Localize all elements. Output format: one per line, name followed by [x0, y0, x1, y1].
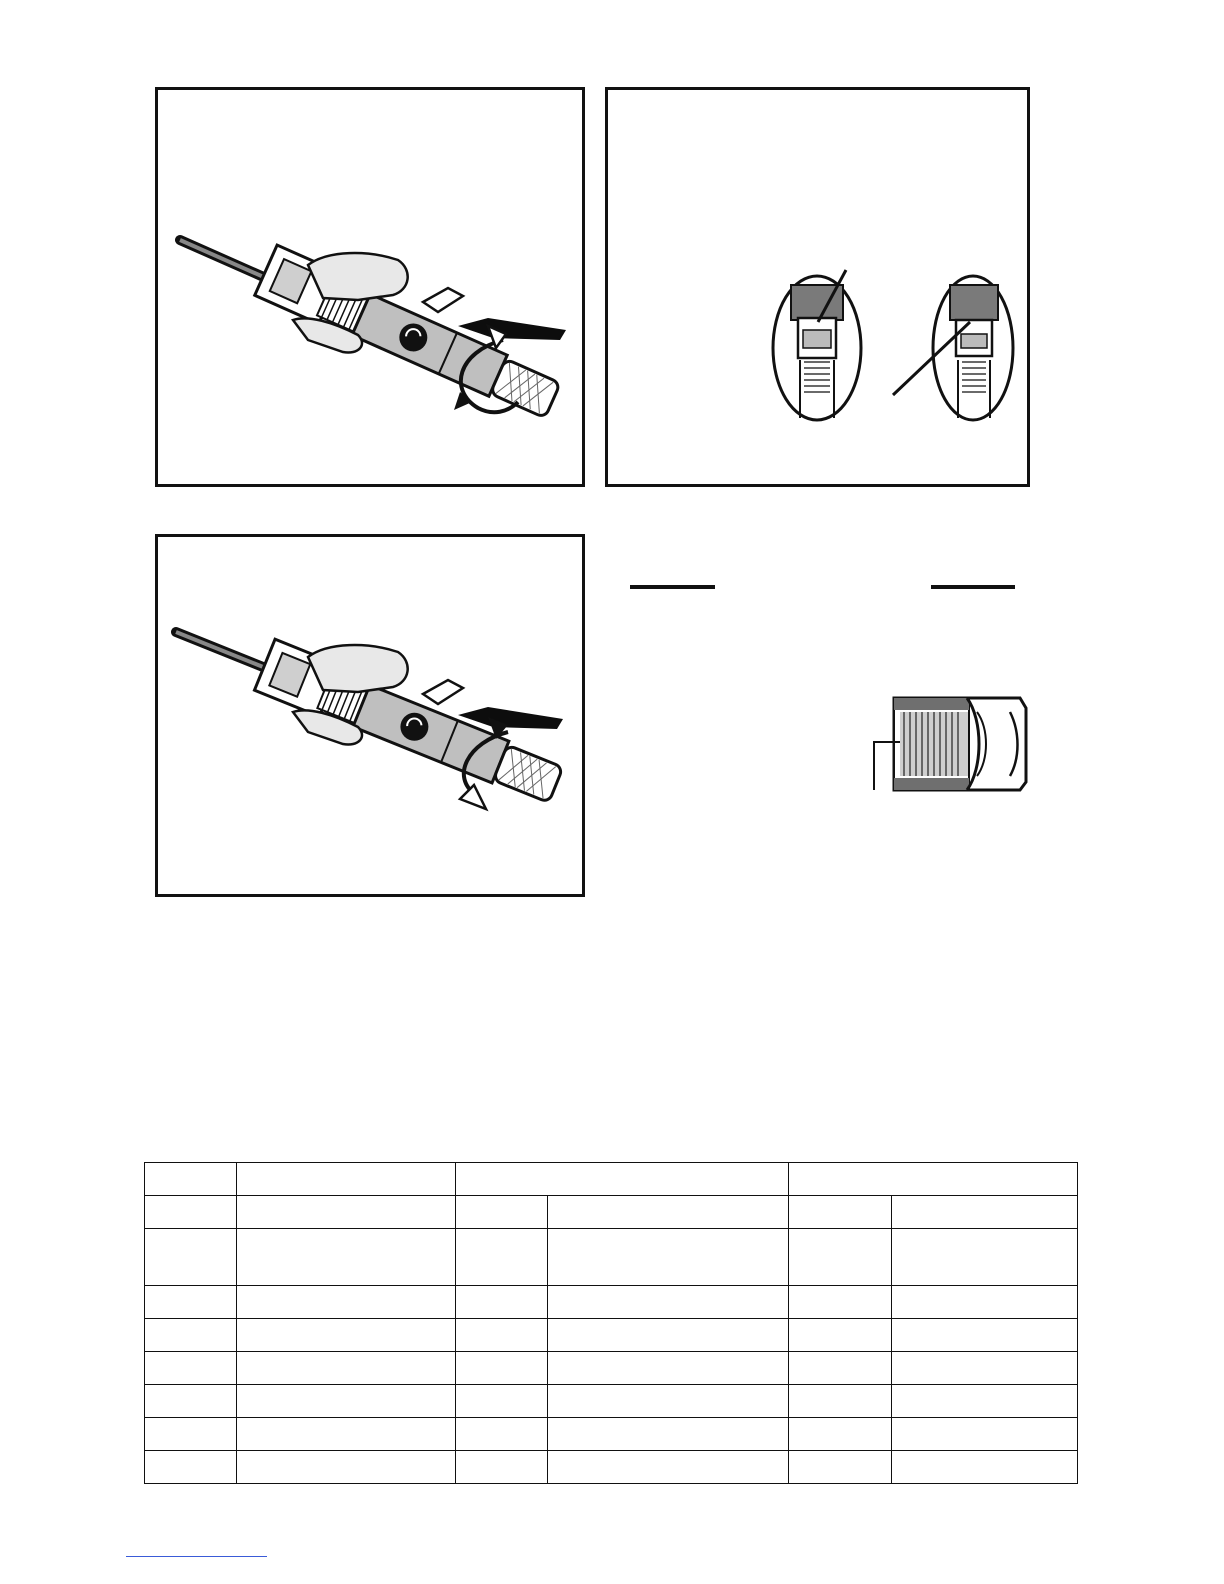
header-cell [145, 1163, 237, 1196]
figure-flaring-tool-release [155, 534, 585, 897]
table-row [145, 1319, 1078, 1352]
table-cell [789, 1352, 892, 1385]
table-cell [237, 1196, 456, 1229]
table-cell [548, 1385, 789, 1418]
table-cell [892, 1352, 1078, 1385]
table-cell [892, 1229, 1078, 1286]
table-cell [892, 1385, 1078, 1418]
table-cell [145, 1352, 237, 1385]
header-group-cell [456, 1163, 789, 1196]
flaring-tool-illustration [158, 537, 582, 894]
table-cell [237, 1385, 456, 1418]
table-header-row [145, 1163, 1078, 1196]
table-cell [456, 1196, 548, 1229]
figure-flaring-tool-tighten [155, 87, 585, 487]
footer-link-underline [126, 1556, 267, 1557]
table-cell [456, 1319, 548, 1352]
table-cell [548, 1229, 789, 1286]
table-cell [237, 1451, 456, 1484]
table-cell [789, 1451, 892, 1484]
table-cell [237, 1352, 456, 1385]
table-cell [456, 1418, 548, 1451]
table-cell [145, 1418, 237, 1451]
table-cell [892, 1451, 1078, 1484]
table-cell [789, 1196, 892, 1229]
table-row [145, 1352, 1078, 1385]
table-cell [892, 1196, 1078, 1229]
table-cell [237, 1418, 456, 1451]
table-cell [548, 1196, 789, 1229]
header-group-cell [789, 1163, 1078, 1196]
flare-detail-correct [773, 270, 861, 420]
table-cell [548, 1319, 789, 1352]
table-cell [892, 1286, 1078, 1319]
table-row [145, 1385, 1078, 1418]
figure-flare-nut-section [605, 560, 1045, 820]
table-cell [456, 1451, 548, 1484]
table-cell [145, 1385, 237, 1418]
table-cell [548, 1352, 789, 1385]
table-cell [789, 1229, 892, 1286]
table-cell [789, 1319, 892, 1352]
table-row [145, 1451, 1078, 1484]
table-cell [789, 1385, 892, 1418]
table-cell [145, 1451, 237, 1484]
table-cell [237, 1229, 456, 1286]
table-cell [145, 1229, 237, 1286]
table-cell [145, 1319, 237, 1352]
table-cell [456, 1352, 548, 1385]
table-row [145, 1286, 1078, 1319]
table-cell [548, 1451, 789, 1484]
table-cell [548, 1418, 789, 1451]
table-row [145, 1229, 1078, 1286]
table-cell [789, 1418, 892, 1451]
table-cell [456, 1229, 548, 1286]
table-cell [548, 1286, 789, 1319]
table-row [145, 1418, 1078, 1451]
header-cell [237, 1163, 456, 1196]
table-cell [237, 1286, 456, 1319]
table-cell [237, 1319, 456, 1352]
table-cell [145, 1196, 237, 1229]
figure-flare-detail [605, 87, 1030, 487]
specification-table [144, 1162, 1078, 1484]
flaring-tool-illustration [158, 90, 582, 484]
flare-detail-incorrect [893, 276, 1013, 420]
table-cell [892, 1319, 1078, 1352]
flare-nut-illustration [605, 560, 1045, 820]
table-subheader-row [145, 1196, 1078, 1229]
table-cell [456, 1286, 548, 1319]
table-cell [456, 1385, 548, 1418]
flare-detail-illustration [608, 90, 1027, 484]
table-cell [145, 1286, 237, 1319]
table-cell [789, 1286, 892, 1319]
table-cell [892, 1418, 1078, 1451]
